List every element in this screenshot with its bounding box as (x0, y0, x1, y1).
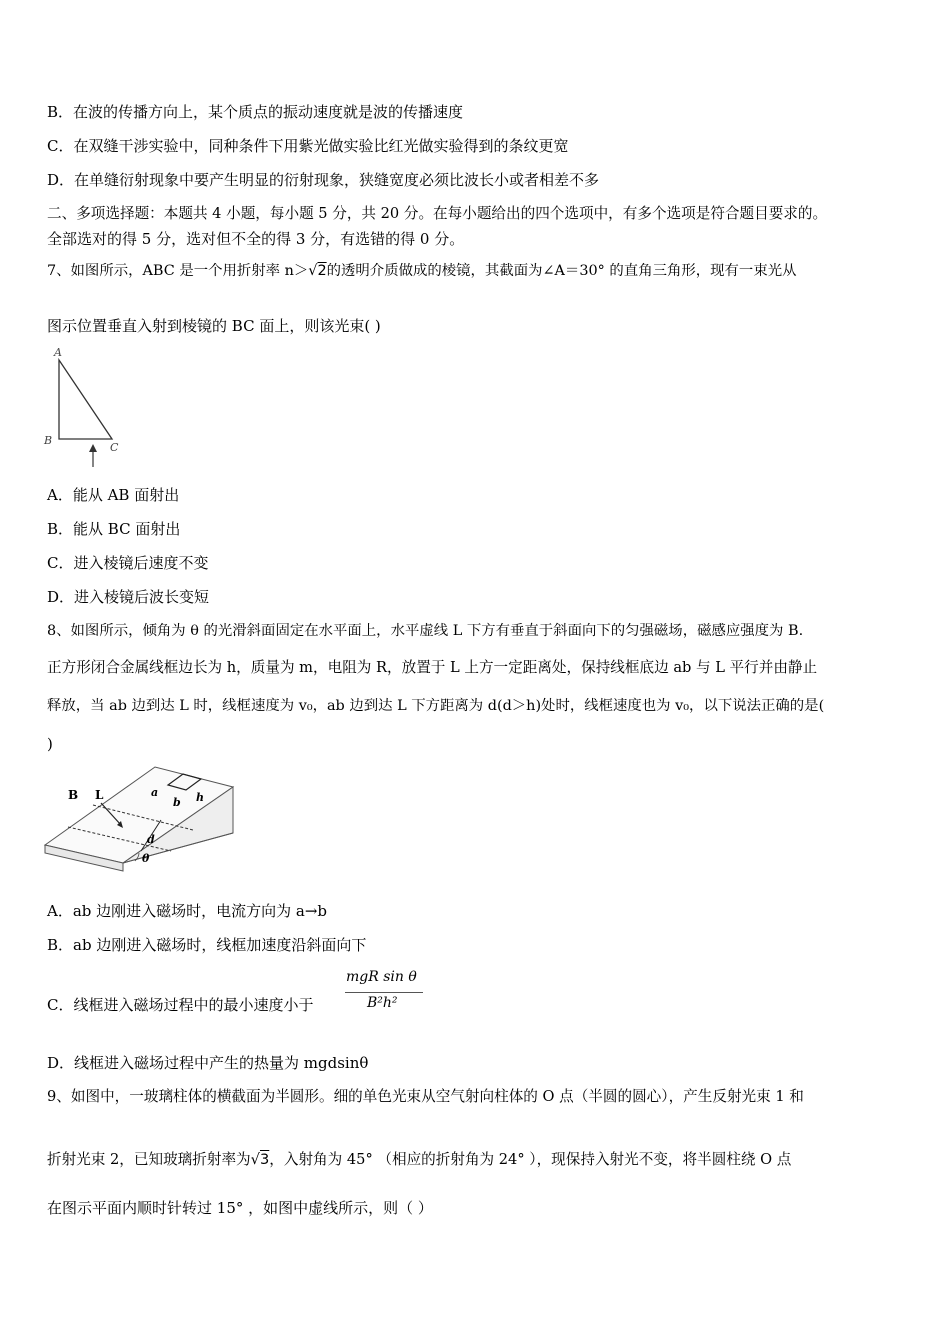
q8-stem-line3: 释放，当 ab 边到达 L 时，线框速度为 v₀，ab 边到达 L 下方距离为 d(d＞h)处时，线框速度也为 v₀，以下说法正确的是( (47, 698, 825, 714)
q8-label-d: d (147, 833, 155, 846)
q7-stem-b: 的透明介质做成的棱镜，其截面为∠A＝30° 的直角三角形，现有一束光从 (326, 263, 797, 279)
q8-label-theta: θ (142, 852, 150, 865)
q8-label-l: L (95, 788, 104, 802)
q8-incline-figure (43, 763, 243, 878)
q7-option-b: B．能从 BC 面射出 (47, 520, 181, 538)
q8-option-b: B．ab 边刚进入磁场时，线框加速度沿斜面向下 (47, 936, 367, 954)
q7-option-c: C．进入棱镜后速度不变 (47, 554, 209, 572)
q7-stem-line1 (47, 261, 797, 281)
q9-stem-b: ，入射角为 45° （相应的折射角为 24° ），现保持入射光不变，将半圆柱绕 O 点 (269, 1151, 792, 1168)
q7-label-b: B (44, 434, 53, 447)
q7-sqrt-value: 2 (317, 263, 327, 279)
q7-label-c: C (110, 441, 119, 454)
q6-option-b: B．在波的传播方向上，某个质点的振动速度就是波的传播速度 (47, 103, 464, 121)
section2-line1: 二、多项选择题：本题共 4 小题，每小题 5 分，共 20 分。在每小题给出的四个选项中，有多个选项是符合题目要求的。 (47, 205, 828, 222)
q8-stem-line4: ) (47, 735, 53, 753)
section2-line2: 全部选对的得 5 分，选对但不全的得 3 分，有选错的得 0 分。 (47, 230, 465, 248)
q9-stem-line1: 9、如图中，一玻璃柱体的横截面为半圆形。细的单色光束从空气射向柱体的 O 点（半圆的圆心），产生反射光束 1 和 (47, 1088, 804, 1105)
q7-option-d: D．进入棱镜后波长变短 (47, 588, 210, 606)
q8-stem-line2: 正方形闭合金属线框边长为 h，质量为 m，电阻为 R，放置于 L 上方一定距离处，保持线框底边 ab 与 L 平行并由静止 (47, 659, 818, 676)
q8-stem-line1: 8、如图所示，倾角为 θ 的光滑斜面固定在水平面上，水平虚线 L 下方有垂直于斜面向下的匀强磁场，磁感应强度为 B. (47, 623, 804, 639)
q9-stem-line3: 在图示平面内顺时针转过 15° ，如图中虚线所示，则（ ） (47, 1199, 433, 1217)
q9-stem-a: 折射光束 2，已知玻璃折射率为 (47, 1151, 251, 1168)
q9-stem-line2 (47, 1150, 791, 1170)
q8-option-a: A．ab 边刚进入磁场时，电流方向为 a→b (47, 902, 328, 920)
q7-prism-figure (42, 344, 132, 469)
q8-option-c-fraction-bar (345, 992, 423, 993)
q7-stem-a: 7、如图所示，ABC 是一个用折射率 n＞ (47, 263, 309, 279)
q7-stem-line2: 图示位置垂直入射到棱镜的 BC 面上，则该光束( ) (47, 317, 381, 335)
q8-label-b-small: b (173, 796, 181, 809)
q8-label-a: a (151, 786, 159, 799)
q8-option-c-denominator: B²h² (367, 995, 398, 1011)
q9-sqrt-value: 3 (259, 1151, 270, 1168)
q7-option-a: A．能从 AB 面射出 (47, 486, 180, 504)
q8-option-d: D．线框进入磁场过程中产生的热量为 mgdsinθ (47, 1054, 369, 1072)
q8-label-h: h (196, 791, 204, 804)
q6-option-c: C．在双缝干涉实验中，同种条件下用紫光做实验比红光做实验得到的条纹更宽 (47, 137, 569, 155)
q7-label-a: A (54, 346, 62, 359)
q8-label-b: B (68, 788, 79, 802)
q7-sqrt: √2 (308, 263, 327, 279)
q9-sqrt: √3 (250, 1151, 270, 1168)
q8-option-c-numerator: mgR sin θ (346, 969, 417, 985)
q8-option-c: C．线框进入磁场过程中的最小速度小于 (47, 996, 314, 1014)
q6-option-d: D．在单缝衍射现象中要产生明显的衍射现象，狭缝宽度必须比波长小或者相差不多 (47, 171, 600, 189)
